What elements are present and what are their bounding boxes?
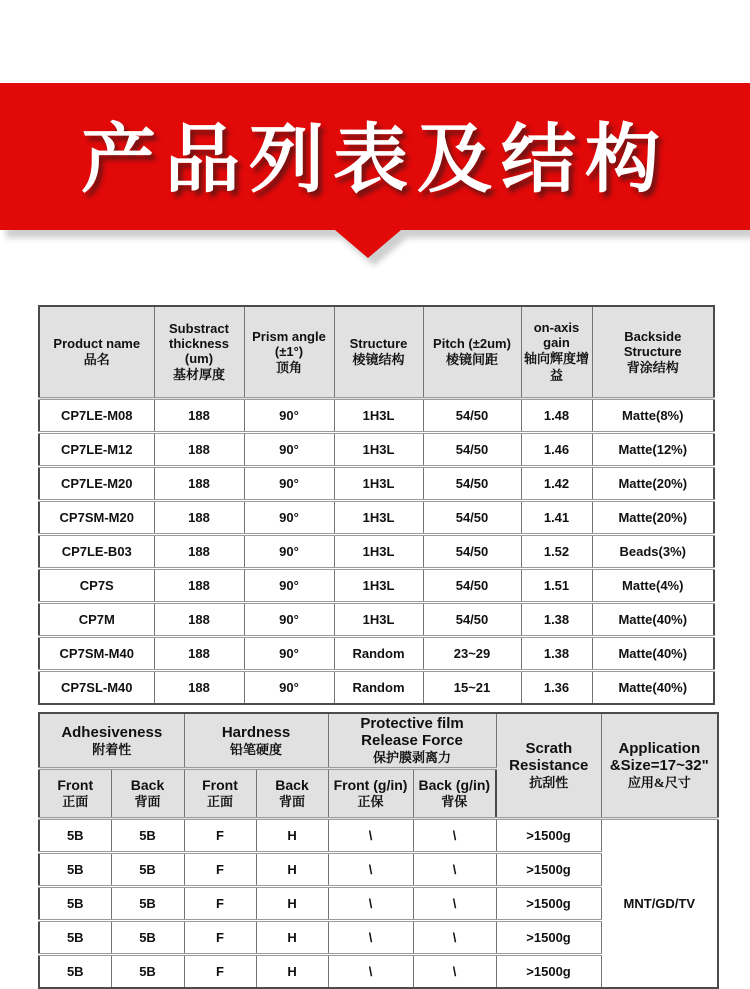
column-header-en: Product name <box>53 336 141 351</box>
column-header-on-axis-gain <box>521 306 592 399</box>
table-cell: Matte(12%) <box>592 433 714 467</box>
sub-header-en: Back <box>130 776 165 793</box>
column-header-en: Application &Size=17~32" <box>609 740 709 774</box>
table-cell: Beads(3%) <box>592 535 714 569</box>
table-cell: 188 <box>154 671 244 705</box>
table-cell: CP7LE-M20 <box>39 467 154 501</box>
sub-header-back <box>111 769 184 819</box>
table-cell: 1H3L <box>334 399 423 433</box>
sub-header-back-gin <box>413 769 496 819</box>
banner-notch-triangle <box>335 230 401 258</box>
table-cell: 5B <box>39 921 111 955</box>
group-header-cn: 附着性 <box>92 741 132 757</box>
table-cell: 188 <box>154 569 244 603</box>
table-cell: F <box>184 887 256 921</box>
group-header-release-force <box>328 713 496 769</box>
column-header-scratch-resistance <box>496 713 601 819</box>
table-cell: 5B <box>39 887 111 921</box>
table-cell: CP7LE-M08 <box>39 399 154 433</box>
table-cell: \ <box>328 887 413 921</box>
physical-properties-table-body <box>39 819 718 989</box>
table-cell: 5B <box>39 819 111 853</box>
table-cell: \ <box>413 819 496 853</box>
table-cell: 1.48 <box>521 399 592 433</box>
table-cell: Matte(20%) <box>592 467 714 501</box>
table-cell: \ <box>328 853 413 887</box>
table-cell: 5B <box>111 955 184 989</box>
banner-title: 产品列表及结构 <box>80 117 669 201</box>
column-header-en: Structure <box>349 336 408 351</box>
table-cell: CP7SM-M20 <box>39 501 154 535</box>
table-cell: \ <box>413 853 496 887</box>
column-header-pitch <box>423 306 521 399</box>
group-header-cn: 保护膜剥离力 <box>373 750 452 765</box>
table-row <box>39 535 714 569</box>
table-cell: \ <box>413 955 496 989</box>
sub-header-cn: 背保 <box>441 793 468 809</box>
table-cell: F <box>184 921 256 955</box>
table-cell: 188 <box>154 637 244 671</box>
table-cell: >1500g <box>496 921 601 955</box>
table-cell: F <box>184 853 256 887</box>
table-cell: 1H3L <box>334 569 423 603</box>
physical-properties-table-header <box>39 713 718 819</box>
table-cell: Random <box>334 671 423 705</box>
table-cell: 5B <box>39 955 111 989</box>
column-header-cn: 棱镜间距 <box>445 352 498 367</box>
table-cell: 5B <box>111 921 184 955</box>
table-cell: 1.52 <box>521 535 592 569</box>
table-cell: 1.46 <box>521 433 592 467</box>
table-cell: 1H3L <box>334 433 423 467</box>
table-cell: Random <box>334 637 423 671</box>
table-row <box>39 603 714 637</box>
product-spec-table-header <box>39 306 714 399</box>
table-cell: 90° <box>244 399 334 433</box>
sub-header-cn: 背面 <box>134 793 161 809</box>
table-cell: Matte(4%) <box>592 569 714 603</box>
table-cell: 1H3L <box>334 535 423 569</box>
table-row <box>39 467 714 501</box>
table-row <box>39 399 714 433</box>
table-cell: >1500g <box>496 887 601 921</box>
table-cell: >1500g <box>496 819 601 853</box>
column-header-cn: 应用&尺寸 <box>627 775 691 790</box>
group-header-row <box>39 713 718 769</box>
table-cell: 1.38 <box>521 603 592 637</box>
table-cell: F <box>184 955 256 989</box>
table-cell: Matte(40%) <box>592 671 714 705</box>
table-cell: >1500g <box>496 853 601 887</box>
column-header-structure <box>334 306 423 399</box>
column-header-cn: 棱镜结构 <box>352 352 405 367</box>
table-cell: CP7SM-M40 <box>39 637 154 671</box>
table-cell: Matte(40%) <box>592 603 714 637</box>
table-cell: 5B <box>39 853 111 887</box>
group-header-cn: 铅笔硬度 <box>230 741 283 757</box>
column-header-cn: 抗刮性 <box>529 775 569 790</box>
table-cell: 5B <box>111 819 184 853</box>
table-cell: 188 <box>154 433 244 467</box>
table-cell: 54/50 <box>423 399 521 433</box>
table-cell: 54/50 <box>423 569 521 603</box>
table-cell: 5B <box>111 887 184 921</box>
table-row <box>39 433 714 467</box>
column-header-product-name <box>39 306 154 399</box>
table-cell: 1H3L <box>334 603 423 637</box>
sub-header-front <box>39 769 111 819</box>
table-cell: 90° <box>244 569 334 603</box>
table-cell: 188 <box>154 467 244 501</box>
table-cell: 54/50 <box>423 501 521 535</box>
sub-header-en: Back (g/in) <box>418 776 491 793</box>
table-cell: 5B <box>111 853 184 887</box>
table-cell: 90° <box>244 671 334 705</box>
table-row <box>39 637 714 671</box>
column-header-prism-angle <box>244 306 334 399</box>
table-cell: \ <box>413 921 496 955</box>
table-cell: F <box>184 819 256 853</box>
column-header-cn: 基材厚度 <box>172 367 225 382</box>
table-cell: 54/50 <box>423 603 521 637</box>
group-header-hardness <box>184 713 328 769</box>
column-header-cn: 顶角 <box>275 359 302 375</box>
table-cell: CP7LE-M12 <box>39 433 154 467</box>
product-spec-table-body <box>39 399 714 705</box>
table-cell: 1H3L <box>334 467 423 501</box>
column-header-application-size <box>601 713 718 819</box>
table-cell: Matte(20%) <box>592 501 714 535</box>
table-row <box>39 819 718 853</box>
table-cell: 188 <box>154 535 244 569</box>
table-cell: 1.41 <box>521 501 592 535</box>
table-cell: 90° <box>244 433 334 467</box>
table-cell: \ <box>413 887 496 921</box>
table-cell: 54/50 <box>423 433 521 467</box>
column-header-en: Substract thickness (um) <box>169 321 229 366</box>
sub-header-en: Front <box>202 776 238 793</box>
column-header-en: Backside Structure <box>623 328 682 359</box>
table-cell: CP7LE-B03 <box>39 535 154 569</box>
column-header-cn: 背涂结构 <box>626 359 679 375</box>
table-cell: 90° <box>244 535 334 569</box>
table-cell: CP7S <box>39 569 154 603</box>
column-header-en: Prism angle (±1°) <box>252 328 326 359</box>
application-merged-cell <box>601 819 718 989</box>
table-cell: \ <box>328 921 413 955</box>
sub-header-cn: 正面 <box>62 793 89 809</box>
group-header-en: Adhesiveness <box>61 723 163 741</box>
table-cell: \ <box>328 819 413 853</box>
sub-header-en: Back <box>275 776 309 793</box>
column-header-en: Scrath Resistance <box>509 740 589 774</box>
group-header-adhesiveness <box>39 713 184 769</box>
table-cell: \ <box>328 955 413 989</box>
table-cell: 54/50 <box>423 467 521 501</box>
table-cell: H <box>256 921 328 955</box>
column-header-en: on-axis gain <box>533 320 580 350</box>
sub-header-front-gin <box>328 769 413 819</box>
column-header-en: Pitch (±2um) <box>433 336 511 351</box>
physical-properties-table <box>38 712 719 989</box>
column-header-backside-structure <box>592 306 714 399</box>
table-row <box>39 569 714 603</box>
table-cell: 1.51 <box>521 569 592 603</box>
column-header-cn: 品名 <box>83 352 110 367</box>
column-header-cn: 轴向辉度增益 <box>523 351 589 383</box>
table-cell: 188 <box>154 603 244 637</box>
group-header-en: Protective film Release Force <box>360 715 464 749</box>
product-spec-table <box>38 305 715 705</box>
header-row <box>39 306 714 399</box>
sub-header-front <box>184 769 256 819</box>
sub-header-en: Front (g/in) <box>333 776 408 793</box>
table-cell: >1500g <box>496 955 601 989</box>
table-cell: 1H3L <box>334 501 423 535</box>
table-cell: Matte(8%) <box>592 399 714 433</box>
table-cell: 1.38 <box>521 637 592 671</box>
table-cell: 188 <box>154 501 244 535</box>
table-cell: H <box>256 819 328 853</box>
sub-header-cn: 背面 <box>279 793 306 809</box>
table-cell: CP7M <box>39 603 154 637</box>
table-row <box>39 671 714 705</box>
table-cell: 23~29 <box>423 637 521 671</box>
table-cell: 1.42 <box>521 467 592 501</box>
sub-header-en: Front <box>57 776 94 793</box>
table-cell: H <box>256 853 328 887</box>
application-value: MNT/GD/TV <box>623 896 696 911</box>
table-cell: 15~21 <box>423 671 521 705</box>
sub-header-cn: 正保 <box>357 793 384 809</box>
table-cell: 1.36 <box>521 671 592 705</box>
sub-header-cn: 正面 <box>207 793 234 809</box>
table-cell: 188 <box>154 399 244 433</box>
table-cell: H <box>256 955 328 989</box>
table-cell: 90° <box>244 603 334 637</box>
table-cell: CP7SL-M40 <box>39 671 154 705</box>
table-cell: 90° <box>244 637 334 671</box>
banner <box>0 83 750 230</box>
group-header-en: Hardness <box>221 723 291 741</box>
table-cell: H <box>256 887 328 921</box>
table-cell: Matte(40%) <box>592 637 714 671</box>
table-row <box>39 501 714 535</box>
table-cell: 54/50 <box>423 535 521 569</box>
table-cell: 90° <box>244 467 334 501</box>
sub-header-back <box>256 769 328 819</box>
column-header-substract-thickness <box>154 306 244 399</box>
table-cell: 90° <box>244 501 334 535</box>
